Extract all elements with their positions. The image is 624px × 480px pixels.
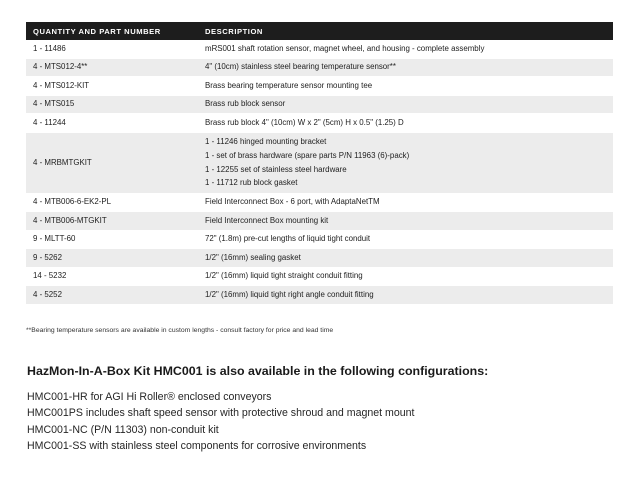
- description-cell: [198, 212, 613, 231]
- description-line: Field Interconnect Box mounting kit: [205, 215, 329, 225]
- part-number-cell: 4 - MTS012-KIT: [26, 77, 198, 96]
- description-line: 1 - 11712 rub block gasket: [205, 178, 298, 188]
- part-number-cell: 4 - MTS012-4**: [26, 58, 198, 77]
- description-cell: [198, 77, 613, 96]
- table-row: [26, 114, 613, 133]
- configuration-item: HMC001PS includes shaft speed sensor with protective shroud and magnet mount: [27, 407, 415, 420]
- description-line: Field Interconnect Box - 6 port, with AdaptaNetTM: [205, 197, 380, 207]
- table-row: [26, 249, 613, 268]
- description-line: mRS001 shaft rotation sensor, magnet wheel, and housing - complete assembly: [205, 43, 485, 53]
- part-number-cell: 14 - 5232: [26, 267, 198, 286]
- description-cell: [198, 95, 613, 114]
- part-number-cell: 4 - MTB006-MTGKIT: [26, 212, 198, 231]
- description-cell: [198, 286, 613, 305]
- description-line: Brass rub block sensor: [205, 99, 286, 109]
- table-row: [26, 77, 613, 96]
- configurations-title: HazMon-In-A-Box Kit HMC001 is also available in the following configurations:: [27, 364, 489, 378]
- description-cell: [198, 249, 613, 268]
- part-number-cell: 4 - MTS015: [26, 95, 198, 114]
- description-cell: [198, 40, 613, 58]
- part-number-cell: 1 - 11486: [26, 40, 198, 58]
- description-line: Brass rub block 4" (10cm) W x 2" (5cm) H x 0.5" (1.25) D: [205, 117, 404, 127]
- description-cell: [198, 193, 613, 212]
- description-cell: [198, 58, 613, 77]
- part-number-cell: 4 - MTB006-6-EK2-PL: [26, 193, 198, 212]
- description-line: 1/2" (16mm) sealing gasket: [205, 252, 301, 262]
- configurations-list: [27, 389, 414, 455]
- description-line: 4" (10cm) stainless steel bearing temperature sensor**: [205, 62, 396, 72]
- column-header-part: QUANTITY AND PART NUMBER: [26, 22, 198, 40]
- parts-table: [26, 22, 613, 305]
- table-row: [26, 230, 613, 249]
- description-cell: [198, 230, 613, 249]
- description-line: Brass bearing temperature sensor mounting tee: [205, 80, 373, 90]
- table-row: [26, 286, 613, 305]
- configuration-item: HMC001-SS with stainless steel components for corrosive environments: [27, 440, 367, 453]
- description-line: 1 - set of brass hardware (spare parts P/N 11963 (6)-pack): [205, 150, 410, 160]
- table-header-row: [26, 22, 613, 40]
- footnote: **Bearing temperature sensors are available in custom lengths - consult factory for price and lead time: [26, 327, 334, 334]
- table-row: [26, 58, 613, 77]
- description-cell: [198, 114, 613, 133]
- table-row: [26, 132, 613, 193]
- description-line: 1/2" (16mm) liquid tight straight conduit fitting: [205, 271, 363, 281]
- table-row: [26, 95, 613, 114]
- part-number-cell: 4 - 11244: [26, 114, 198, 133]
- table-row: [26, 193, 613, 212]
- table-row: [26, 40, 613, 58]
- description-cell: [198, 132, 613, 193]
- part-number-cell: 4 - 5252: [26, 286, 198, 305]
- part-number-cell: 4 - MRBMTGKIT: [26, 132, 198, 193]
- configuration-item: HMC001-NC (P/N 11303) non-conduit kit: [27, 423, 219, 436]
- parts-table-body: [26, 40, 613, 304]
- table-row: [26, 267, 613, 286]
- table-row: [26, 212, 613, 231]
- part-number-cell: 9 - MLTT-60: [26, 230, 198, 249]
- description-line: 72" (1.8m) pre-cut lengths of liquid tight conduit: [205, 234, 371, 244]
- description-line: 1/2" (16mm) liquid tight right angle conduit fitting: [205, 289, 374, 299]
- description-line: 1 - 11246 hinged mounting bracket: [205, 137, 327, 147]
- configuration-item: HMC001-HR for AGI Hi Roller® enclosed conveyors: [27, 391, 272, 403]
- description-cell: [198, 267, 613, 286]
- description-line: 1 - 12255 set of stainless steel hardware: [205, 164, 347, 174]
- column-header-description: DESCRIPTION: [198, 22, 613, 40]
- part-number-cell: 9 - 5262: [26, 249, 198, 268]
